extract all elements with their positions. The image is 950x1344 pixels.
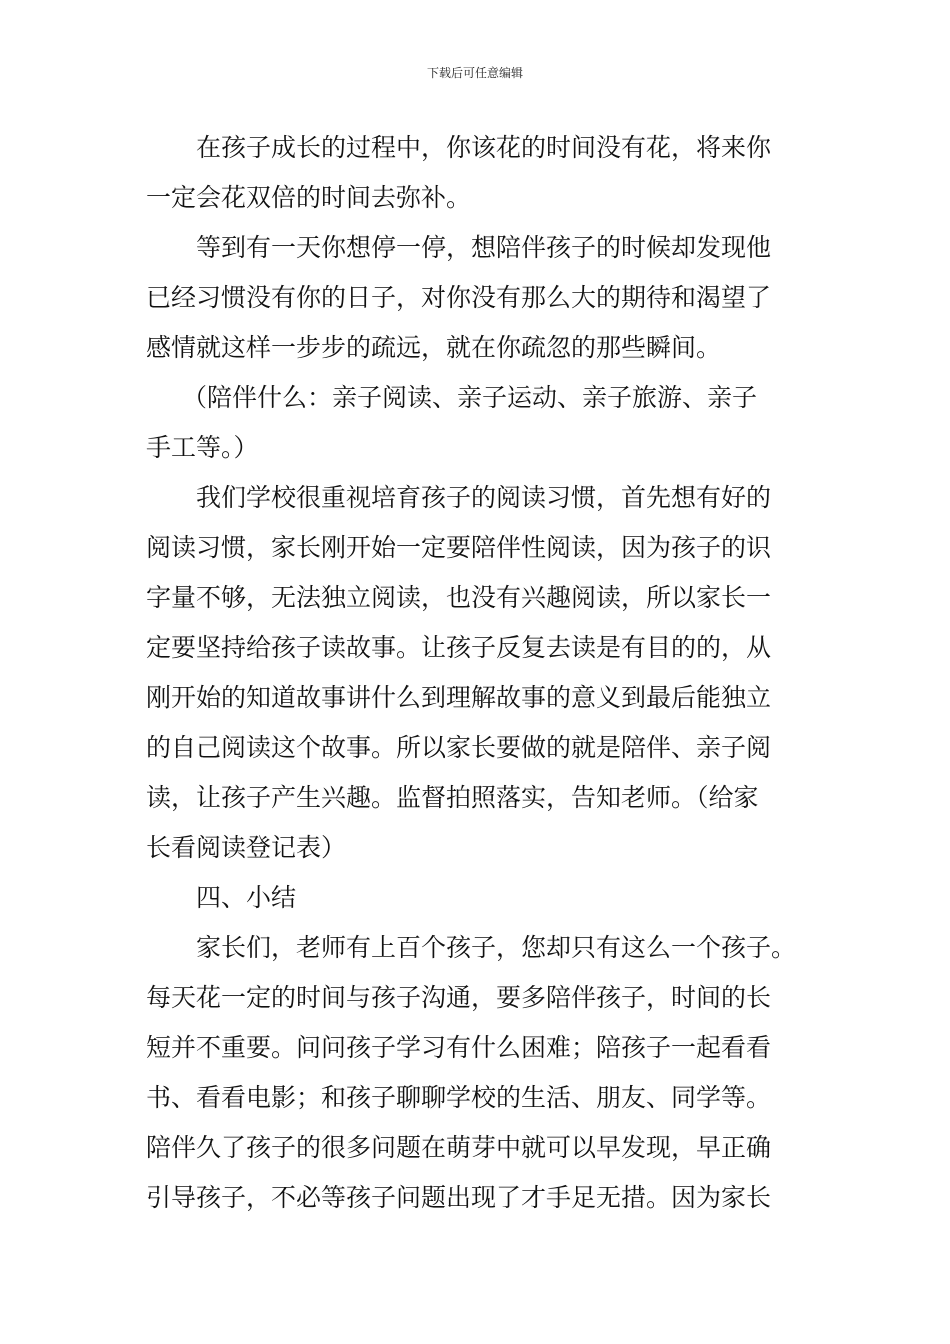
section-heading: 四、小结	[196, 883, 297, 912]
text-line: 刚开始的知道故事讲什么到理解故事的意义到最后能独立	[146, 683, 772, 712]
text-line: 陪伴久了孩子的很多问题在萌芽中就可以早发现，早正确	[146, 1133, 772, 1162]
text-line: 等到有一天你想停一停，想陪伴孩子的时候却发现他	[196, 233, 772, 262]
text-line: 字量不够，无法独立阅读，也没有兴趣阅读，所以家长一	[146, 583, 772, 612]
text-line: 家长们，老师有上百个孩子，您却只有这么一个孩子。	[196, 933, 797, 962]
text-line: 每天花一定的时间与孩子沟通，要多陪伴孩子，时间的长	[146, 983, 772, 1012]
text-line: 我们学校很重视培育孩子的阅读习惯，首先想有好的	[196, 483, 772, 512]
text-line: 在孩子成长的过程中，你该花的时间没有花，将来你	[196, 133, 772, 162]
text-line: 长看阅读登记表）	[146, 833, 347, 862]
text-line: 书、看看电影；和孩子聊聊学校的生活、朋友、同学等。	[146, 1083, 772, 1112]
page-header: 下载后可任意编辑	[426, 66, 523, 80]
text-line: 引导孩子，不必等孩子问题出现了才手足无措。因为家长	[146, 1183, 772, 1212]
text-line: 的自己阅读这个故事。所以家长要做的就是陪伴、亲子阅	[146, 733, 772, 762]
text-line: 手工等。）	[146, 433, 259, 462]
text-line: 已经习惯没有你的日子，对你没有那么大的期待和渴望了	[146, 283, 772, 312]
text-line: 读，让孩子产生兴趣。监督拍照落实，告知老师。（给家	[146, 783, 759, 812]
text-line: 感情就这样一步步的疏远，就在你疏忽的那些瞬间。	[146, 333, 722, 362]
text-line: 一定会花双倍的时间去弥补。	[146, 183, 472, 212]
text-line: 定要坚持给孩子读故事。让孩子反复去读是有目的的，从	[146, 633, 772, 662]
text-line: （陪伴什么：亲子阅读、亲子运动、亲子旅游、亲子	[182, 383, 758, 412]
text-line: 阅读习惯，家长刚开始一定要陪伴性阅读，因为孩子的识	[146, 533, 772, 562]
text-line: 短并不重要。问问孩子学习有什么困难；陪孩子一起看看	[146, 1033, 772, 1062]
